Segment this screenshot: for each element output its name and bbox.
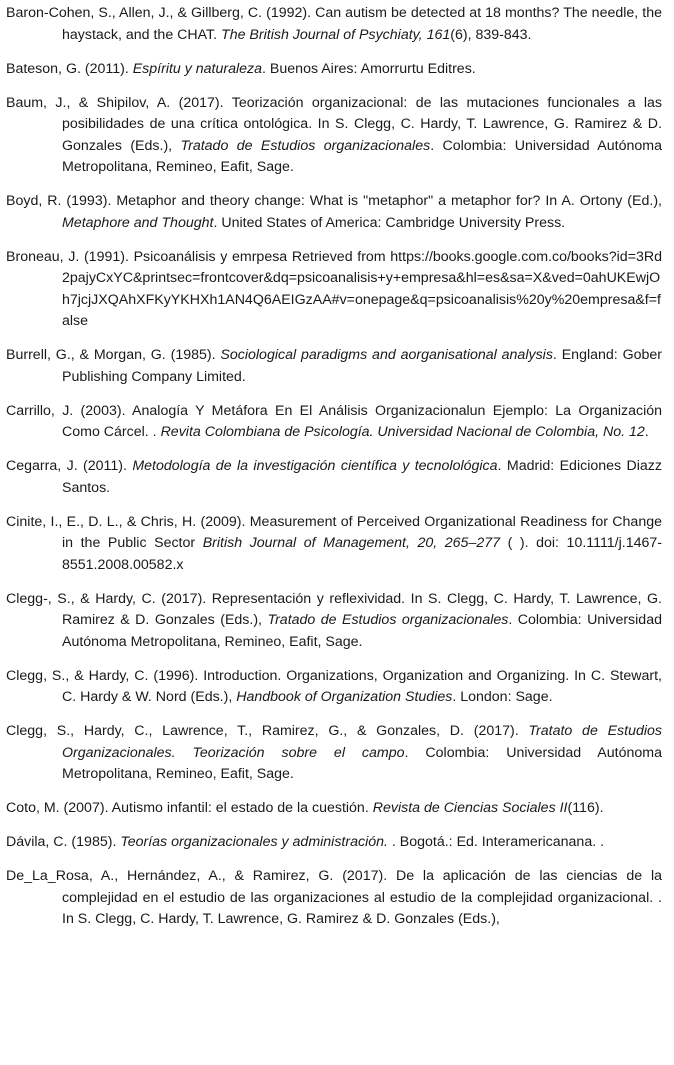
reference-list [6,3,662,931]
reference-entry [6,401,662,444]
reference-text: . Bogotá.: Ed. Interamericanana. . [387,834,605,850]
reference-entry [6,3,662,46]
reference-italic-title: Metaphore and Thought [62,214,214,231]
reference-text: Dávila, C. (1985). [6,834,121,850]
reference-italic-title: Handbook of Organization Studies [236,689,453,705]
reference-italic-title: Revista de Ciencias Sociales II [372,800,568,816]
reference-italic-title: The British Journal of Psychiaty, 161 [221,26,451,43]
reference-italic-title: Teorías organizacionales y administración. [120,834,388,850]
reference-text: . [644,424,649,440]
reference-entry [6,589,662,654]
reference-text: Clegg-, S., & Hardy, C. (2017). Representación y reflexividad. In S. Clegg, C. Hardy, T. Lawrence, G. Ramirez & D. Gonzales (Eds.), [6,590,662,628]
reference-text: Boyd, R. (1993). Metaphor and theory change: What is "metaphor" a metaphor for? In A. Ortony (Ed.), [6,193,662,209]
reference-italic-title: Metodología de la investigación científica y tecnolológica [132,458,498,474]
reference-text: Coto, M. (2007). Autismo infantil: el estado de la cuestión. [6,800,373,816]
reference-text: Baron-Cohen, S., Allen, J., & Gillberg, C. (1992). Can autism be detected at 18 months? The needle, the haystack, and the CHAT. [6,5,662,43]
reference-text: . Colombia: Universidad Autónoma Metropolitana, Remineo, Eafit, Sage. [62,744,662,782]
reference-entry [6,721,662,786]
reference-text: Carrillo, J. (2003). Analogía Y Metáfora En El Análisis Organizacionalun Ejemplo: La Organización Como Cárcel. . [6,402,662,440]
reference-text: . Buenos Aires: Amorrurtu Editres. [262,60,476,77]
reference-text: . United States of America: Cambridge University Press. [213,214,566,231]
reference-entry [6,93,662,179]
reference-entry [6,59,662,81]
reference-italic-title: British Journal of Management, 20, 265–277 [202,535,501,551]
reference-italic-title: Revita Colombiana de Psicología. Universidad Nacional de Colombia, No. 12 [160,424,645,440]
reference-text: Burrell, G., & Morgan, G. (1985). [6,347,221,363]
reference-text: . Madrid: Ediciones Diazz Santos. [62,458,662,496]
reference-entry [6,456,662,499]
reference-entry [6,345,662,388]
reference-text: (6), 839-843. [450,26,532,43]
reference-entry [6,798,662,820]
reference-text: . London: Sage. [452,689,553,705]
reference-entry [6,866,662,931]
reference-text: ( ). doi: 10.1111/j.1467-8551.2008.00582.x [62,535,662,573]
reference-italic-title: Tratado de Estudios organizacionales [180,137,431,154]
reference-text: Cinite, I., E., D. L., & Chris, H. (2009). Measurement of Perceived Organizational Readiness for Change in the Public Sector [6,513,662,551]
reference-text: (116). [567,800,604,816]
reference-text: De_La_Rosa, A., Hernández, A., & Ramirez, G. (2017). De la aplicación de las ciencias de la complejidad en el estudio de las organizaciones al estudio de la complejidad organizacional. . In S. Clegg, C. Hardy, T. Lawrence, G. Ramirez & D. Gonzales (Eds.), [6,868,662,927]
reference-text: . Colombia: Universidad Autónoma Metropolitana, Remineo, Eafit, Sage. [62,612,662,650]
reference-entry [6,666,662,709]
reference-entry [6,247,662,333]
reference-entry [6,191,662,234]
reference-entry [6,512,662,577]
reference-text: Clegg, S., Hardy, C., Lawrence, T., Ramirez, G., & Gonzales, D. (2017). [6,723,529,739]
reference-text: Bateson, G. (2011). [6,60,133,77]
reference-italic-title: Espíritu y naturaleza [132,60,263,77]
reference-text: Baum, J., & Shipilov, A. (2017). Teorización organizacional: de las mutaciones funcionales a las posibilidades de una crítica ontológica. In S. Clegg, C. Hardy, T. Lawrence, G. Ramirez & D. Gonzales (Eds.), [6,94,662,154]
reference-text: Clegg, S., & Hardy, C. (1996). Introduction. Organizations, Organization and Organizing. In C. Stewart, C. Hardy & W. Nord (Eds.), [6,667,662,705]
reference-italic-title: Sociological paradigms and aorganisational analysis [220,347,553,363]
reference-text: Broneau, J. (1991). Psicoanálisis y emrpesa Retrieved from [6,248,391,265]
reference-url[interactable]: https://books.google.com.co/books?id=3Rd2pajyCxYC&printsec=frontcover&dq=psicoanalisis+y+empresa&hl=es&sa=X&ved=0ahUKEwjOh7jcjJXQAhXFKyYKHXh1AN4Q6AEIGzAA#v=onepage&q=psicoanalisis%20y%20empresa&f=false [62,248,662,329]
reference-italic-title: Tratado de Estudios organizacionales [267,612,509,628]
reference-italic-title: Tratato de Estudios Organizacionales. Teorización sobre el campo [62,723,662,761]
reference-text: . Colombia: Universidad Autónoma Metropolitana, Remineo, Eafit, Sage. [62,137,662,175]
reference-entry [6,832,662,854]
reference-text: Cegarra, J. (2011). [6,458,133,474]
reference-text: . England: Gober Publishing Company Limited. [62,347,663,385]
